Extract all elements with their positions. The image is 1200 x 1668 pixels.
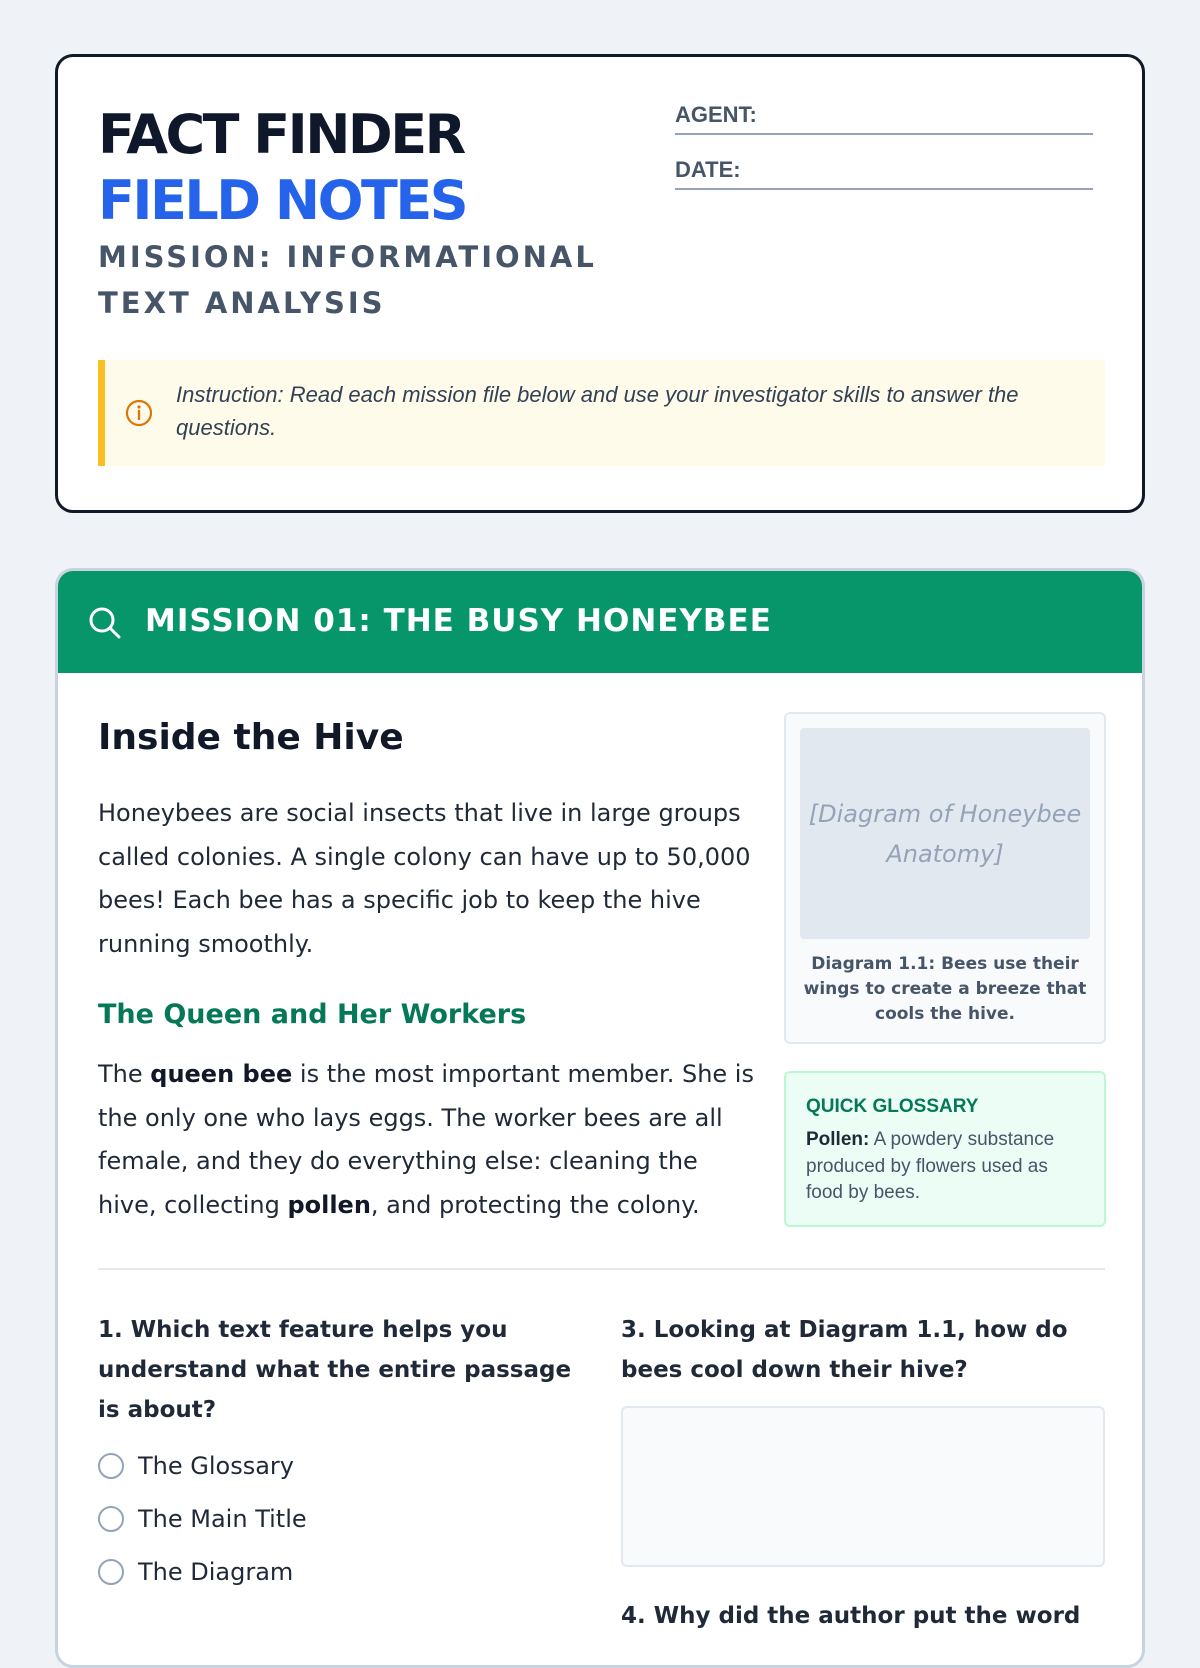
paragraph-text: is the most important member. She is the only one who lays eggs. The worker bees are all female, and they do everything else: cleaning the hive, collecting <box>98 1060 754 1219</box>
date-field[interactable] <box>675 152 1093 190</box>
search-icon <box>87 605 123 641</box>
info-icon <box>124 398 154 428</box>
mission-title: MISSION 01: THE BUSY HONEYBEE <box>145 603 772 639</box>
glossary-entry <box>806 1127 1084 1207</box>
option-label: The Diagram <box>138 1558 294 1586</box>
radio-button[interactable] <box>98 1506 124 1532</box>
question-4: 4. Why did the author put the word <box>621 1603 1081 1629</box>
section-heading: Inside the Hive <box>98 717 404 758</box>
option-label: The Glossary <box>138 1452 294 1480</box>
glossary-definition: A powdery substance produced by flowers used as food by bees. <box>806 1129 1055 1203</box>
mission-subtitle: MISSION: INFORMATIONAL TEXT ANALYSIS <box>98 240 597 320</box>
instruction-text: Instruction: Read each mission file below and use your investigator skills to answer the questions. <box>176 382 1019 440</box>
date-label: DATE: <box>675 157 741 182</box>
subheading: The Queen and Her Workers <box>98 999 527 1030</box>
divider <box>98 1268 1105 1270</box>
diagram-placeholder-text: [Diagram of Honeybee Anatomy] <box>808 799 1082 868</box>
paragraph-queen <box>98 1053 758 1227</box>
question-1: 1. Which text feature helps you understand what the entire passage is about? <box>98 1317 572 1423</box>
paragraph-text: , and protecting the colony. <box>370 1190 700 1219</box>
radio-button[interactable] <box>98 1453 124 1479</box>
instruction-callout <box>98 360 1105 466</box>
glossary-title: QUICK GLOSSARY <box>806 1096 979 1117</box>
agent-field[interactable] <box>675 97 1093 135</box>
mission-card <box>55 568 1145 1668</box>
agent-label: AGENT: <box>675 102 757 127</box>
diagram-placeholder <box>800 728 1090 939</box>
option-label: The Main Title <box>138 1505 307 1533</box>
bold-term-queen-bee: queen bee <box>150 1060 293 1088</box>
diagram-caption: Diagram 1.1: Bees use their wings to create a breeze that cools the hive. <box>803 954 1087 1024</box>
bold-term-pollen: pollen <box>287 1190 371 1219</box>
paragraph-text: The <box>98 1060 151 1088</box>
question-3: 3. Looking at Diagram 1.1, how do bees cool down their hive? <box>621 1317 1068 1383</box>
mission-header <box>58 571 1142 673</box>
radio-button[interactable] <box>98 1559 124 1585</box>
glossary-term: Pollen: <box>806 1129 870 1150</box>
answer-textbox[interactable] <box>621 1406 1105 1567</box>
page-title-line2: FIELD NOTES <box>98 169 467 232</box>
paragraph-intro: Honeybees are social insects that live in large groups called colonies. A single colony can have up to 50,000 bees! Each bee has a specific job to keep the hive running smoothly. <box>98 799 751 958</box>
glossary-box <box>784 1071 1106 1227</box>
diagram-box <box>784 712 1106 1044</box>
header-card <box>55 54 1145 513</box>
page-title-line1: FACT FINDER <box>98 103 464 166</box>
